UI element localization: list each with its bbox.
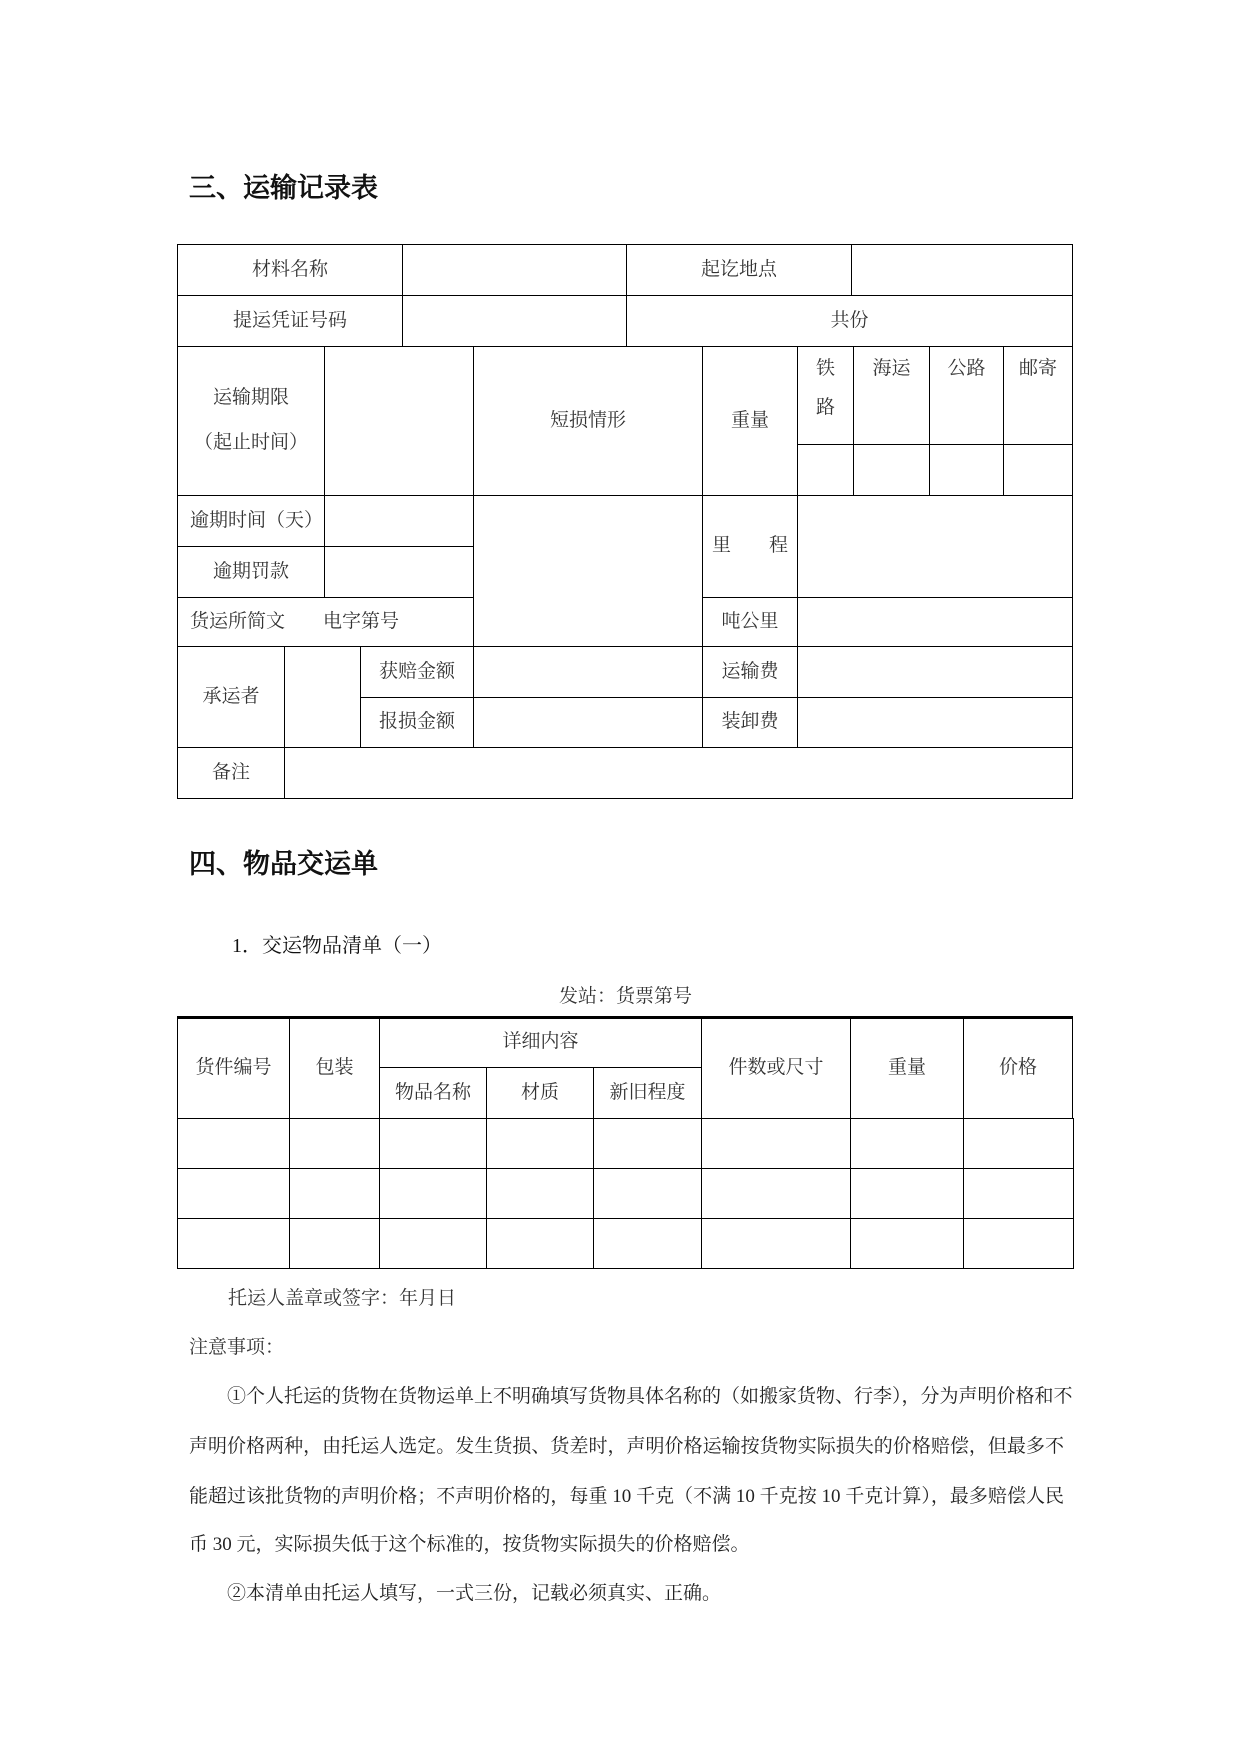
table-cell[interactable]	[963, 1218, 1074, 1269]
header-condition: 新旧程度	[593, 1067, 702, 1119]
table-cell[interactable]	[850, 1118, 964, 1169]
header-price: 价格	[963, 1017, 1073, 1119]
field-rail[interactable]	[797, 444, 854, 496]
field-ton-km[interactable]	[797, 597, 1073, 647]
header-item-name: 物品名称	[379, 1067, 487, 1119]
label-material-name: 材料名称	[177, 244, 403, 296]
period-line-1: 运输期限	[212, 387, 289, 409]
label-ton-km: 吨公里	[702, 597, 798, 647]
field-compensation[interactable]	[473, 646, 703, 698]
table-cell[interactable]	[486, 1218, 594, 1269]
label-rail	[797, 346, 854, 445]
table-cell[interactable]	[379, 1118, 487, 1169]
table-cell[interactable]	[850, 1168, 964, 1219]
table-cell[interactable]	[701, 1168, 851, 1219]
signature-line: 托运人盖章或签字：年月日	[228, 1288, 457, 1309]
label-sea: 海运	[853, 346, 930, 445]
table-cell[interactable]	[701, 1218, 851, 1269]
table-cell[interactable]	[289, 1218, 380, 1269]
label-shortage: 短损情形	[473, 346, 703, 496]
note-line: 能超过该批货物的声明价格；不声明价格的，每重 10 千克（不满 10 千克按 10 千克计算），最多赔偿人民	[189, 1486, 1064, 1507]
note-line: 声明价格两种，由托运人选定。发生货损、货差时，声明价格运输按货物实际损失的价格赔偿，但最多不	[189, 1436, 1064, 1457]
note-line: 币 30 元，实际损失低于这个标准的，按货物实际损失的价格赔偿。	[189, 1534, 750, 1555]
table-cell[interactable]	[593, 1118, 702, 1169]
table-cell[interactable]	[850, 1218, 964, 1269]
label-compensation: 获赔金额	[360, 646, 474, 698]
header-qty-size: 件数或尺寸	[701, 1017, 851, 1119]
field-origin-destination[interactable]	[851, 244, 1073, 296]
field-loss-report[interactable]	[473, 697, 703, 748]
field-sea[interactable]	[853, 444, 930, 496]
field-remarks[interactable]	[284, 747, 1073, 799]
header-packing: 包装	[289, 1017, 380, 1119]
field-transport-fee[interactable]	[797, 646, 1073, 698]
label-mileage: 里 程	[702, 495, 798, 598]
label-voucher-no: 提运凭证号码	[177, 295, 403, 347]
section4-subtitle: 1．交运物品清单（一）	[232, 935, 442, 957]
label-overdue-days: 逾期时间（天）	[177, 495, 325, 547]
table-cell[interactable]	[379, 1218, 487, 1269]
notes-title: 注意事项：	[189, 1337, 285, 1358]
rail-char-1: 铁	[815, 358, 835, 379]
section3-title: 三、运输记录表	[189, 173, 378, 203]
field-mileage[interactable]	[797, 495, 1073, 598]
label-loss-report: 报损金额	[360, 697, 474, 748]
station-line: 发站：货票第号	[559, 986, 693, 1007]
table-cell[interactable]	[486, 1168, 594, 1219]
field-overdue-fine[interactable]	[324, 546, 474, 598]
label-carrier: 承运者	[177, 646, 285, 748]
table-cell[interactable]	[486, 1118, 594, 1169]
note-line: ②本清单由托运人填写，一式三份，记载必须真实、正确。	[189, 1583, 722, 1604]
label-transport-period	[177, 346, 325, 496]
table-cell[interactable]	[289, 1118, 380, 1169]
header-weight: 重量	[850, 1017, 964, 1119]
field-road[interactable]	[929, 444, 1004, 496]
table-cell[interactable]	[593, 1218, 702, 1269]
label-copies: 共份	[626, 295, 1073, 347]
table-cell[interactable]	[289, 1168, 380, 1219]
label-post: 邮寄	[1003, 346, 1073, 445]
label-origin-destination: 起讫地点	[626, 244, 852, 296]
table-cell[interactable]	[963, 1168, 1074, 1219]
label-overdue-fine: 逾期罚款	[177, 546, 325, 598]
field-voucher-no[interactable]	[402, 295, 627, 347]
table-cell[interactable]	[177, 1168, 290, 1219]
field-handling-fee[interactable]	[797, 697, 1073, 748]
label-road: 公路	[929, 346, 1004, 445]
rail-char-2: 路	[815, 396, 835, 418]
field-carrier[interactable]	[284, 646, 361, 748]
label-weight: 重量	[702, 346, 798, 496]
header-details: 详细内容	[379, 1017, 702, 1068]
period-line-2: （起止时间）	[193, 432, 308, 453]
table-cell[interactable]	[963, 1118, 1074, 1169]
field-material-name[interactable]	[402, 244, 627, 296]
field-shortage[interactable]	[473, 495, 703, 647]
table-cell[interactable]	[379, 1168, 487, 1219]
field-transport-period[interactable]	[324, 346, 474, 496]
table-cell[interactable]	[593, 1168, 702, 1219]
field-post[interactable]	[1003, 444, 1073, 496]
field-overdue-days[interactable]	[324, 495, 474, 547]
note-line: ①个人托运的货物在货物运单上不明确填写货物具体名称的（如搬家货物、行李），分为声明价格和不	[189, 1386, 1073, 1407]
label-freight-office: 货运所简文 电字第号	[177, 597, 474, 647]
table-cell[interactable]	[701, 1118, 851, 1169]
label-remarks: 备注	[177, 747, 285, 799]
header-item-no: 货件编号	[177, 1017, 290, 1119]
table-cell[interactable]	[177, 1118, 290, 1169]
label-transport-fee: 运输费	[702, 646, 798, 698]
table-cell[interactable]	[177, 1218, 290, 1269]
section4-title: 四、物品交运单	[189, 849, 378, 879]
label-handling-fee: 装卸费	[702, 697, 798, 748]
header-material: 材质	[486, 1067, 594, 1119]
